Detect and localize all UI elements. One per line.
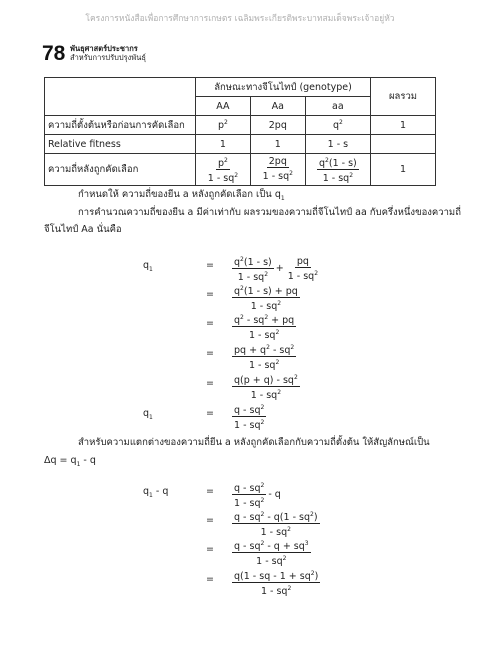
paragraph: จีโนไทป์ Aa นั่นคือ (44, 224, 122, 235)
equation-lhs: $q_1$ (143, 408, 153, 421)
table-row (45, 154, 436, 186)
cell-total: 1 (371, 116, 436, 135)
cell-AA: $\frac{p^2}{1 - sq^2}$ (196, 154, 251, 186)
paragraph: สำหรับความแตกต่างของความถี่ยีน a หลังถูกคัดเลือกกับความถี่ตั้งต้น ให้สัญลักษณ์เป็น (78, 437, 430, 448)
row-label: ความถี่ตั้งต้นหรือก่อนการคัดเลือก (45, 116, 196, 135)
equals-sign: = (206, 289, 214, 300)
cell-AA: 1 (196, 135, 251, 154)
running-header: โครงการหนังสือเพื่อการศึกษาการเกษตร เฉลิมพระเกียรติพระบาทสมเด็จพระเจ้าอยู่หัว (85, 14, 395, 24)
cell-aa: 1 - s (305, 135, 370, 154)
page-number: 78 (42, 42, 66, 65)
equation-line: = $\frac{pq + q^2 - sq^2}{1 - sq^2}$ (206, 344, 295, 372)
equation-line: = $\frac{q - sq^2 - q + sq^3}{1 - sq^2}$ (206, 540, 309, 568)
equation-line: $q_1$ = $\frac{q^2(1 - s)}{1 - sq^2}$ + $\frac{pq}{1 - sq^2}$ (143, 255, 319, 284)
table-corner-cell (45, 78, 196, 116)
equation-line: = $\frac{q^2(1 - s) + pq}{1 - sq^2}$ (206, 285, 298, 313)
equation-lhs: $q_1$ (143, 260, 153, 273)
cell-Aa: $\frac{2pq}{1 - sq^2}$ (250, 154, 305, 186)
table-row (45, 116, 436, 135)
equation-line: $q_1$ - q = $\frac{q - sq^2}{1 - sq^2}$ - q (143, 482, 281, 510)
cell-total (371, 135, 436, 154)
cell-aa: $\frac{q^2(1 - s)}{1 - sq^2}$ (305, 154, 370, 186)
genotype-table (44, 77, 436, 186)
book-title-line2: สำหรับการปรับปรุงพันธุ์ (70, 53, 146, 62)
equation-line: = $\frac{q - sq^2 - q(1 - sq^2)}{1 - sq^2}$ (206, 511, 318, 539)
book-title (70, 44, 146, 62)
total-header: ผลรวม (371, 78, 436, 116)
equals-sign: = (206, 408, 214, 419)
cell-Aa: 1 (250, 135, 305, 154)
row-label: ความถี่หลังถูกคัดเลือก (45, 154, 196, 186)
equation-line: = $\frac{q(p + q) - sq^2}{1 - sq^2}$ (206, 374, 298, 402)
equals-sign: = (206, 378, 214, 389)
table-row (45, 135, 436, 154)
cell-aa: $q^2$ (305, 116, 370, 135)
paragraph: กำหนดให้ ความถี่ของยีน a หลังถูกคัดเลือก เป็น $q_1$ (78, 189, 285, 202)
book-title-line1: พันธุศาสตร์ประชากร (70, 44, 138, 53)
row-label: Relative fitness (45, 135, 196, 154)
genotype-group-header: ลักษณะทางจีโนไทป์ (genotype) (196, 78, 371, 97)
paragraph: $\Delta q = q_1 - q$ (44, 455, 96, 468)
equals-sign: = (206, 515, 214, 526)
col-header-aa: aa (305, 97, 370, 116)
equation-lhs: $q_1$ - q (143, 486, 169, 499)
equals-sign: = (206, 574, 214, 585)
equals-sign: = (206, 260, 214, 271)
equals-sign: = (206, 318, 214, 329)
cell-AA: $p^2$ (196, 116, 251, 135)
equals-sign: = (206, 544, 214, 555)
equation-line: $q_1$ = $\frac{q - sq^2}{1 - sq^2}$ (143, 404, 265, 432)
equals-sign: = (206, 486, 214, 497)
col-header-AA: AA (196, 97, 251, 116)
cell-total: 1 (371, 154, 436, 186)
col-header-Aa: Aa (250, 97, 305, 116)
equation-line: = $\frac{q(1 - sq - 1 + sq^2)}{1 - sq^2}$ (206, 570, 319, 598)
paragraph: การคำนวณความถี่ของยีน a มีค่าเท่ากับ ผลรวมของความถี่จีโนไทป์ aa กับครึ่งหนึ่งของความถี่ (78, 207, 461, 218)
equals-sign: = (206, 348, 214, 359)
equation-line: = $\frac{q^2 - sq^2 + pq}{1 - sq^2}$ (206, 314, 295, 342)
cell-Aa: 2pq (250, 116, 305, 135)
